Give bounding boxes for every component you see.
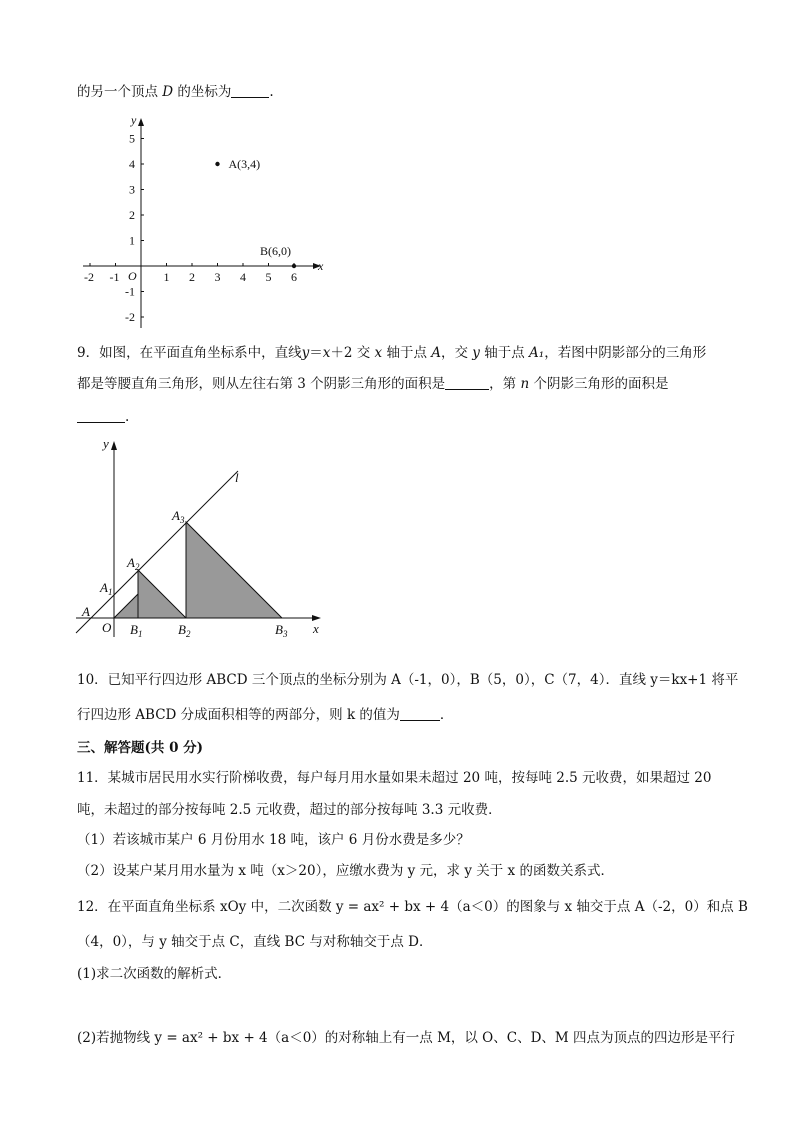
y-tick-label: -2 [125, 310, 135, 324]
x-tick-label: -2 [84, 270, 94, 284]
x-tick-label: 2 [189, 270, 195, 284]
q8-text-2: 的坐标为 [173, 84, 232, 100]
q9-var-n: n [520, 376, 530, 392]
q9-l2-end: 个阴影三角形的面积是 [529, 376, 669, 392]
y-axis-arrow [111, 441, 117, 450]
b3-label: $B_3$ [275, 622, 288, 639]
q9-line-1 [77, 343, 706, 363]
y-tick-label: 1 [129, 233, 135, 248]
q10-l2-text: 行四边形 ABCD 分成面积相等的两部分，则 k 的值为 [77, 707, 400, 723]
point-b [292, 264, 296, 268]
point-a [215, 162, 219, 166]
y-axis-arrow [138, 118, 144, 126]
y-tick-label: 4 [129, 157, 135, 171]
y-tick-label: 2 [129, 208, 135, 222]
q9-var-x2: x [374, 345, 383, 361]
answer-blank[interactable] [400, 706, 440, 721]
x-tick-label: 4 [240, 270, 246, 284]
q11-part-2: （2）设某户某月用水量为 x 吨（x＞20），应缴水费为 y 元，求 y 关于 x 的函数关系式． [77, 863, 614, 879]
q9-end: ，若图中阴影部分的三角形 [544, 345, 707, 361]
q9-eq: ＝ [309, 345, 323, 361]
coordinate-graph-1 [75, 110, 335, 335]
q11-line-2: 吨，未超过的部分按每吨 2.5 元收费，超过的部分按每吨 3.3 元收费． [77, 802, 502, 818]
q8-text: 的另一个顶点 [77, 84, 163, 100]
a3-label: $A_3$ [172, 508, 185, 525]
x-label: x [313, 621, 319, 636]
x-tick-label: 5 [265, 270, 272, 284]
q12-line-2: （4，0），与 y 轴交于点 C，直线 BC 与对称轴交于点 D． [77, 934, 433, 950]
x-tick-label: 3 [214, 270, 221, 284]
q12-part-2: (2)若抛物线 y = ax² + bx + 4（a＜0）的对称轴上有一点 M，以 O、C、D、M 四点为顶点的四边形是平行 [77, 1030, 736, 1046]
q11-part-1: （1）若该城市某户 6 月份用水 18 吨，该户 6 月份水费是多少？ [77, 832, 470, 848]
point-b-label: B(6,0) [260, 244, 291, 258]
q9-l3-end: . [125, 409, 130, 425]
q8-tail-line [77, 82, 274, 102]
q10-l2-end: ． [439, 707, 454, 723]
q9-l2-text: 都是等腰直角三角形，则从左往右第 3 个阴影三角形的面积是 [77, 376, 446, 392]
point-a-label: A(3,4) [228, 157, 261, 171]
q8-end: . [269, 84, 274, 100]
x-tick-label: 6 [291, 270, 297, 284]
q9-var-y2: y [472, 345, 480, 361]
a-label: A [82, 604, 90, 619]
q12-line-1: 12．在平面直角坐标系 xOy 中，二次函数 y = ax² + bx + 4（a＜0）的图象与 x 轴交于点 A（-2，0）和点 B [77, 899, 748, 915]
y-label: y [103, 436, 109, 451]
a2-label: $A_2$ [127, 555, 140, 572]
q12-part-1: (1)求二次函数的解析式． [77, 966, 232, 982]
x-tick-label: 1 [163, 270, 170, 284]
q9-mid2: ，交 [441, 345, 473, 361]
o-label: O [102, 620, 112, 635]
origin-label: O [128, 269, 137, 283]
q10-line-1: 10．已知平行四边形 ABCD 三个顶点的坐标分别为 A（-1，0），B（5，0），C（7，4）．直线 y＝kx+1 将平 [77, 672, 739, 688]
q9-mid: 轴于点 [382, 345, 432, 361]
answer-blank[interactable] [231, 83, 269, 98]
answer-blank[interactable] [77, 408, 125, 423]
q9-mid3: 轴于点 [479, 345, 530, 361]
y-tick-label: 3 [129, 182, 135, 197]
y-tick-label: 5 [129, 131, 135, 146]
y-axis-label: y [131, 113, 137, 127]
a1-label: $A_1$ [100, 580, 113, 597]
q11-line-1: 11．某城市居民用水实行阶梯收费，每户每月用水量如果未超过 20 吨，按每吨 2.5 元收费，如果超过 20 [77, 770, 712, 786]
x-tick-label: -1 [109, 270, 120, 284]
q9-l2-mid: ，第 [489, 376, 521, 392]
shaded-triangle-1 [114, 594, 138, 618]
q9-point-a: A [431, 345, 441, 361]
triangle-figure [72, 432, 342, 642]
q9-line-2 [77, 374, 668, 394]
shaded-triangle-2 [138, 570, 186, 618]
q9-text: 9．如图，在平面直角坐标系中，直线 [77, 345, 302, 361]
b2-label: $B_2$ [178, 622, 191, 639]
x-axis-label: x [318, 259, 324, 273]
q9-plus: ＋2 交 [330, 345, 375, 361]
shaded-triangle-3 [186, 522, 282, 618]
q9-line-3 [77, 407, 129, 427]
q9-var-y: y [301, 345, 310, 361]
answer-blank[interactable] [445, 375, 489, 390]
q9-point-a1: A₁ [529, 345, 545, 361]
section-heading: 三、解答题(共 0 分) [77, 740, 204, 756]
q9-var-x: x [322, 345, 331, 361]
q8-point-d: D [162, 84, 174, 100]
q10-line-2 [77, 705, 453, 725]
l-label: l [235, 470, 239, 485]
b1-label: $B_1$ [130, 622, 143, 639]
y-tick-label: -1 [125, 284, 135, 299]
